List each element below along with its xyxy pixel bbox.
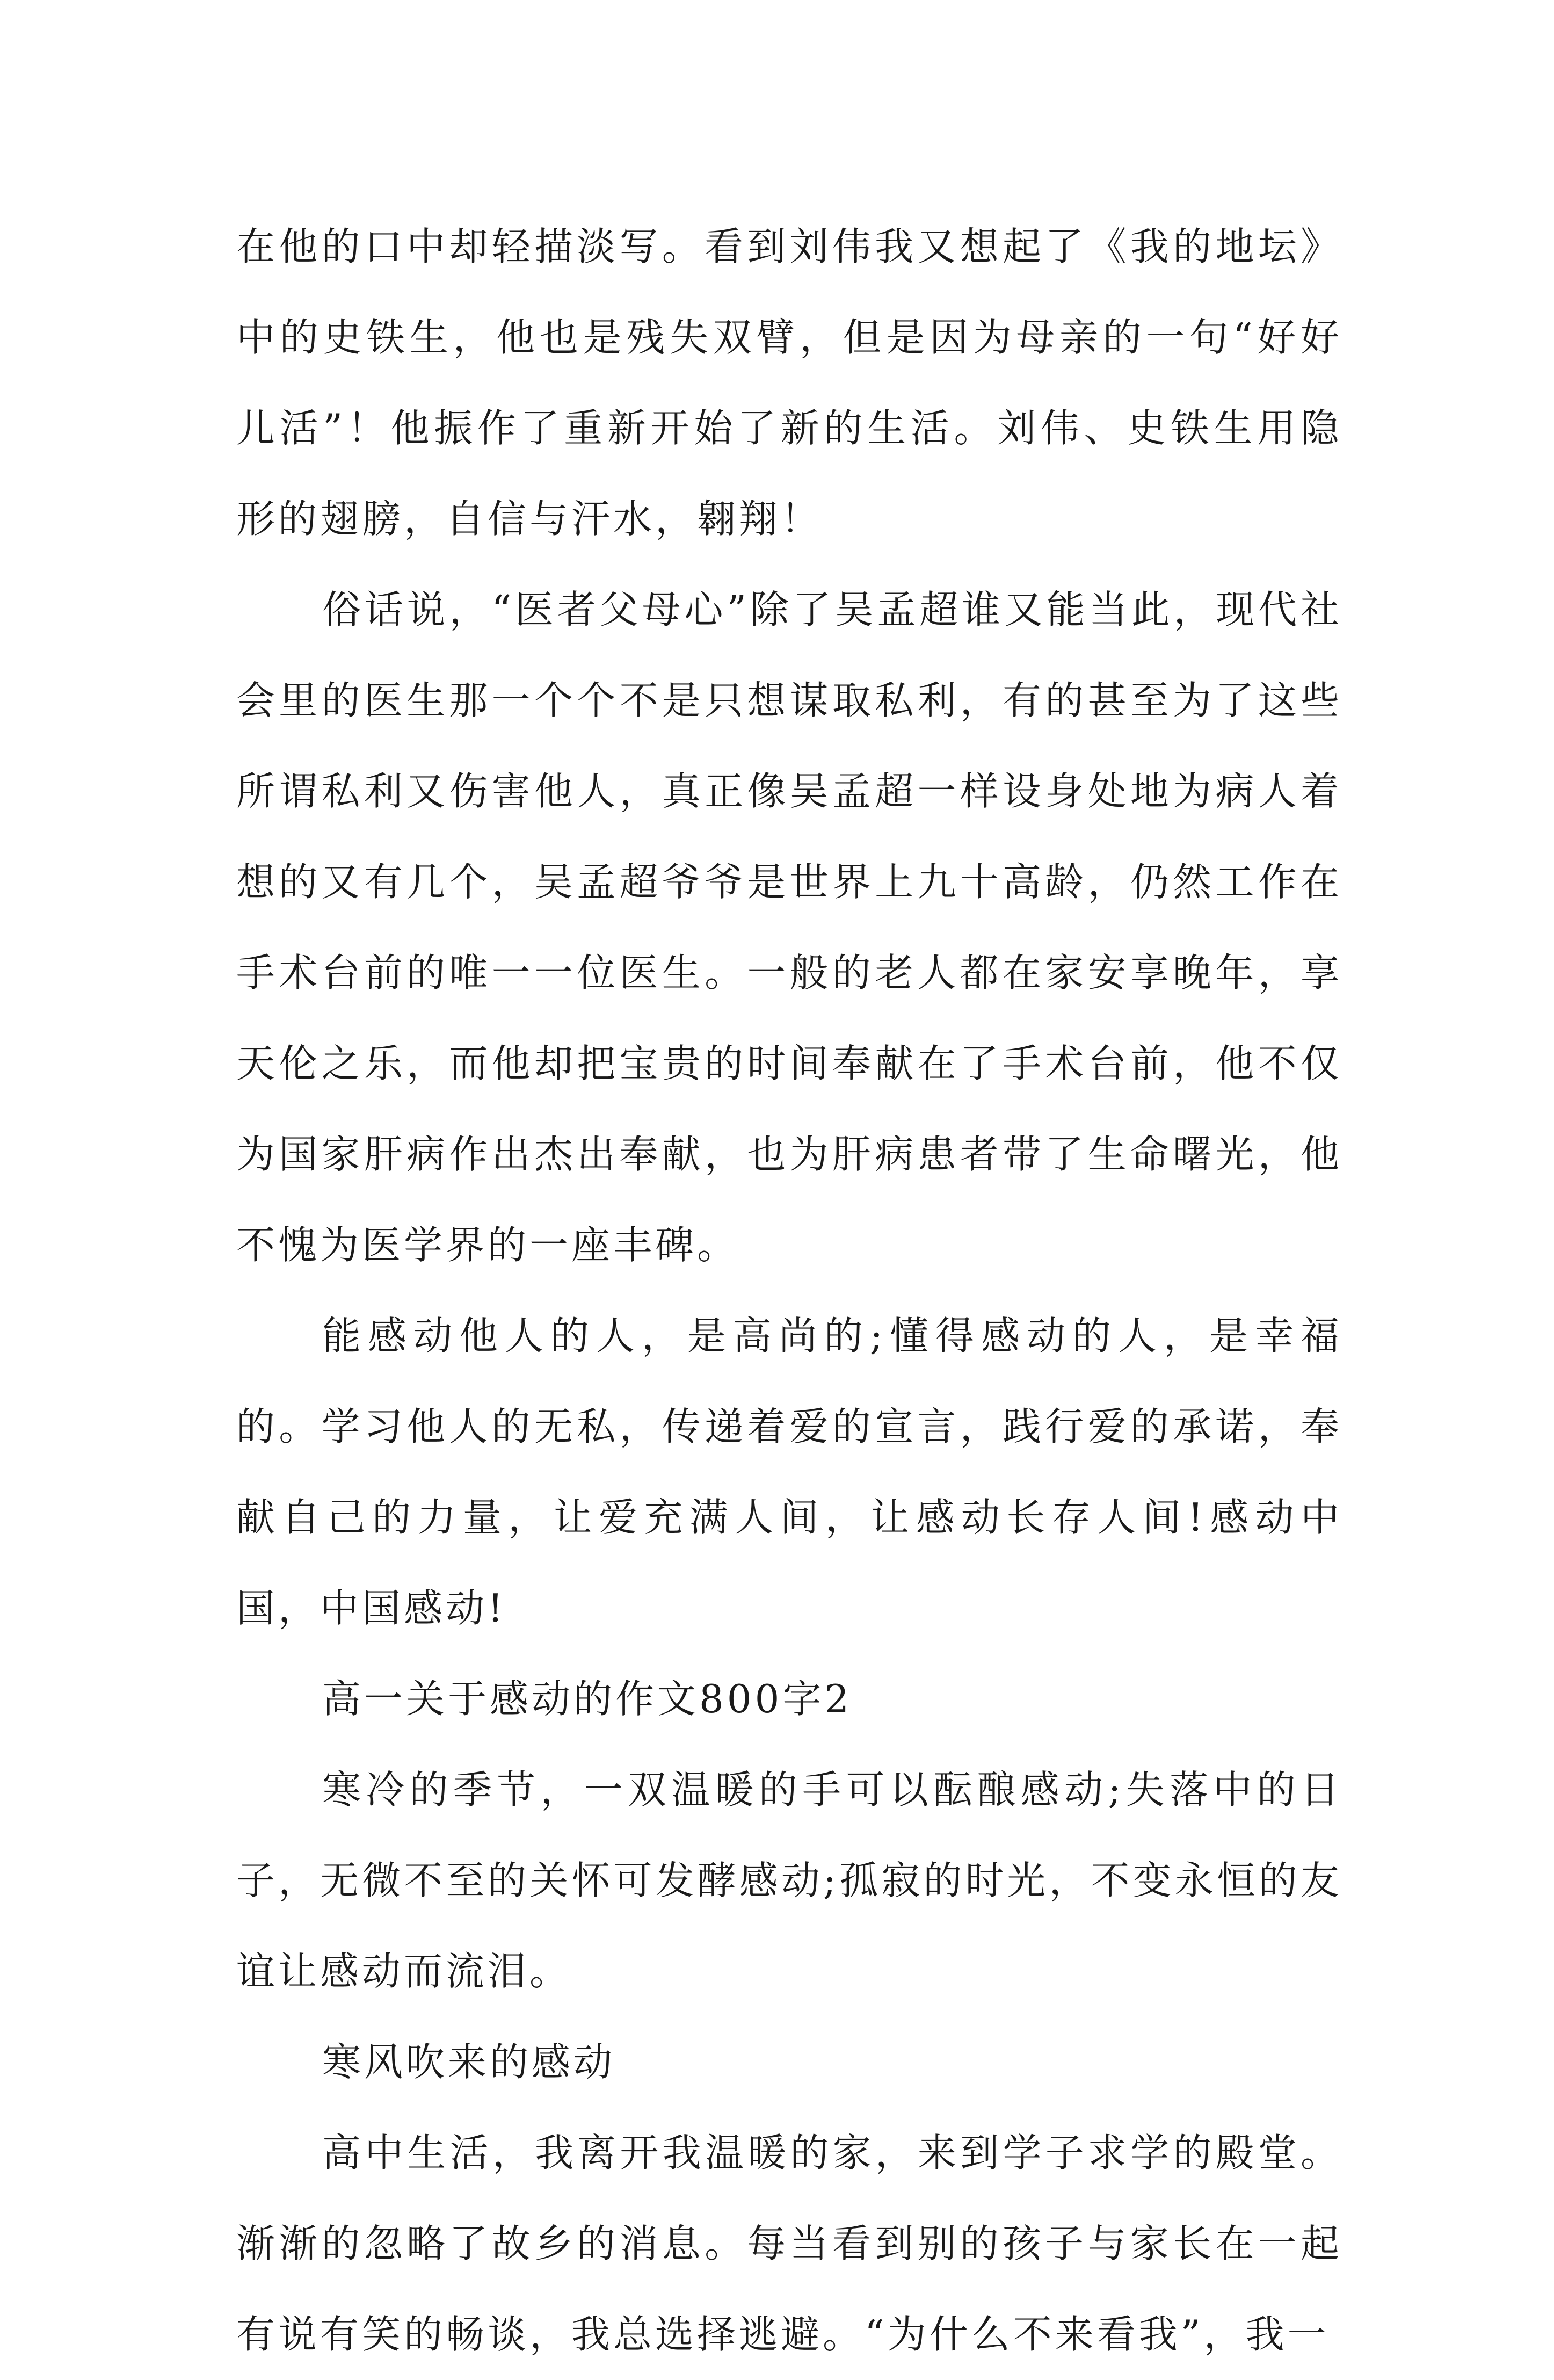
section-heading: 高一关于感动的作文800字2 [322,1676,853,1721]
paragraph-4: 寒冷的季节，一双温暖的手可以酝酿感动;失落中的日子，无微不至的关怀可发酵感动;孤寂的时光，不变永恒的友谊让感动而流泪。 [236,1767,1342,1994]
paragraph-3: 能感动他人的人，是高尚的;懂得感动的人，是幸福的。学习他人的无私，传递着爱的宣言，践行爱的承诺，奉献自己的力量，让爱充满人间，让感动长存人间!感动中国，中国感动! [236,1313,1342,1631]
paragraph-1: 在他的口中却轻描淡写。看到刘伟我又想起了《我的地坛》中的史铁生，他也是残失双臂，但是因为母亲的一句“好好儿活”！他振作了重新开始了新的生活。刘伟、史铁生用隐形的翅膀，自信与汗水，翱翔！ [236,224,1342,541]
paragraph-5: 高中生活，我离开我温暖的家，来到学子求学的殿堂。渐渐的忽略了故乡的消息。每当看到别的孩子与家长在一起有说有笑的畅谈，我总选择逃避。“为什么不来看我”，我一 [236,2130,1342,2357]
document-body [236,201,1342,2380]
essay-title: 寒风吹来的感动 [322,2039,616,2085]
paragraph-2: 俗话说，“医者父母心”除了吴孟超谁又能当此，现代社会里的医生那一个个不是只想谋取私利，有的甚至为了这些所谓私利又伤害他人，真正像吴孟超一样设身处地为病人着想的又有几个，吴孟超爷爷是世界上九十高龄，仍然工作在手术台前的唯一一位医生。一般的老人都在家安享晚年，享天伦之乐，而他却把宝贵的时间奉献在了手术台前，他不仅为国家肝病作出杰出奉献，也为肝病患者带了生命曙光，他不愧为医学界的一座丰碑。 [236,587,1342,1268]
